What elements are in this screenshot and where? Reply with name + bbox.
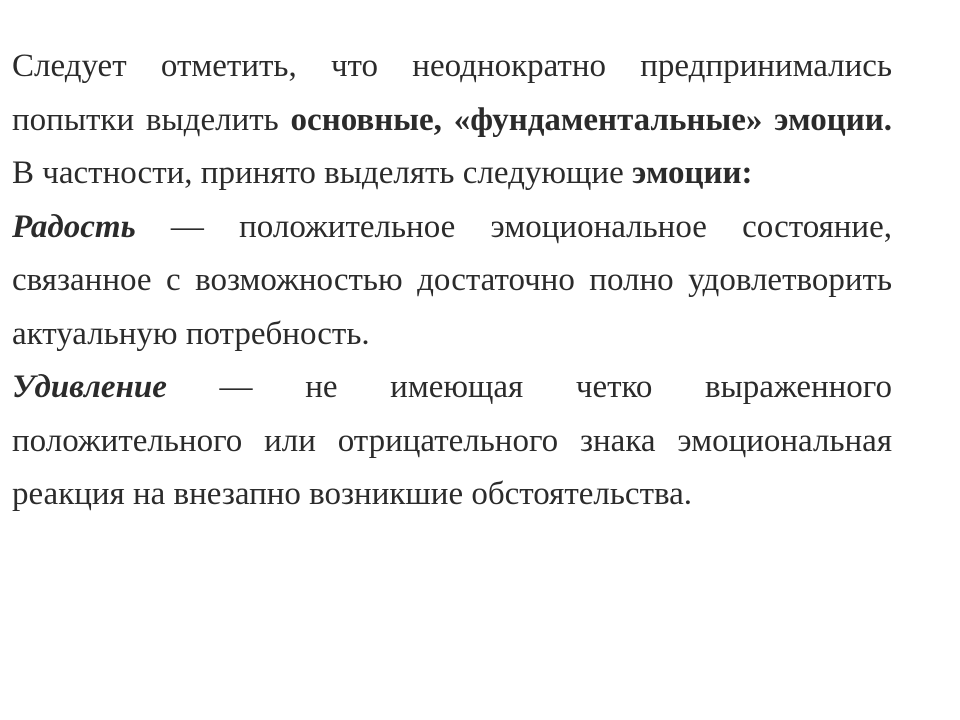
intro-text-1: Следует отметить, что неоднократно предпринимались попытки выделить: [12, 48, 892, 138]
slide-content: [12, 40, 892, 522]
definition-joy-text: — положительное эмоциональное состояние, связанное с возможностью достаточно полно удовлетворить актуальную потребность.: [12, 208, 892, 352]
definition-surprise-text: — не имеющая четко выраженного положительного или отрицательного знака эмоциональная реакция на внезапно возникшие обстоятельства.: [12, 369, 892, 512]
intro-bold-1: основные, «фундаментальные» эмоции.: [290, 101, 892, 138]
intro-text-2: В частности, принято выделять следующие: [12, 155, 632, 191]
term-joy: Радость: [12, 208, 136, 245]
term-surprise: Удивление: [12, 369, 167, 405]
intro-bold-2: эмоции:: [631, 155, 753, 191]
intro-paragraph: [12, 40, 892, 201]
definition-joy: [12, 201, 892, 362]
definition-surprise: [12, 361, 892, 522]
